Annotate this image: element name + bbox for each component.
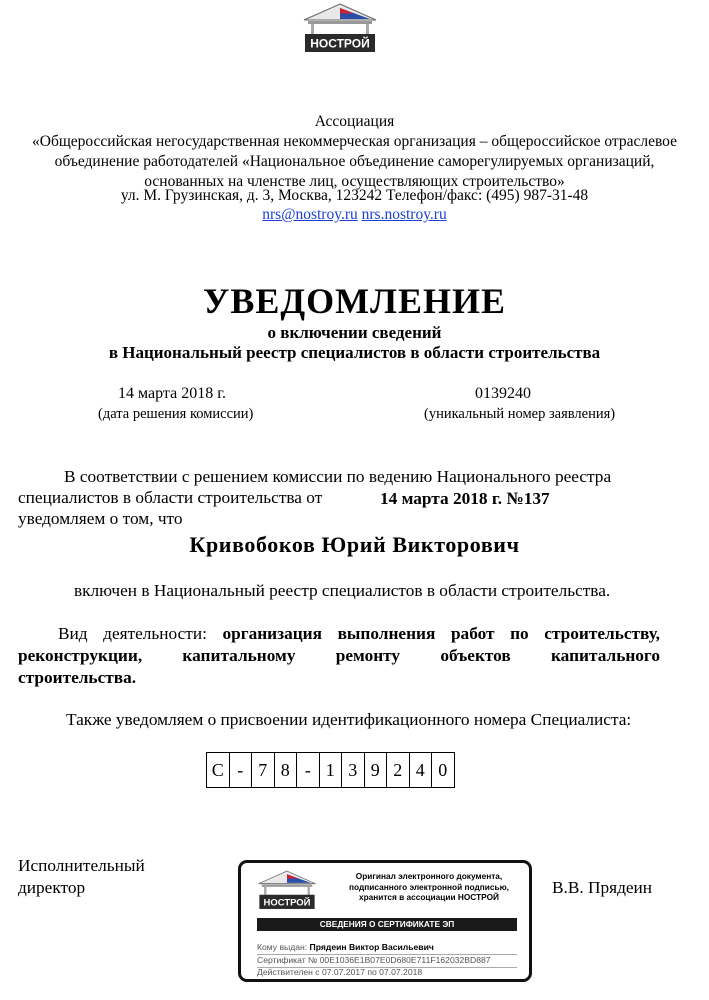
stamp-logo	[257, 869, 317, 911]
body-paragraph-1: В соответствии с решением комиссии по ведению Национального реестра	[64, 467, 612, 486]
email-link[interactable]: nrs@nostroy.ru	[262, 206, 358, 223]
stamp-note-line: хранится в ассоциации НОСТРОЙ	[358, 892, 499, 902]
protocol-reference: 14 марта 2018 г. №137	[380, 489, 550, 508]
contact-links	[0, 205, 709, 225]
stamp-note-line: Оригинал электронного документа,	[355, 871, 503, 881]
logo-text: НОСТРОЙ	[310, 36, 370, 51]
activity-line-2: реконструкции, капитальному ремонту объектов капитального	[18, 646, 660, 665]
application-number: 0139240	[475, 385, 531, 402]
id-cell: С	[207, 753, 230, 788]
stamp-note-line: подписанного электронной подписью,	[349, 881, 509, 892]
id-cell: 4	[409, 753, 432, 788]
document-title: УВЕДОМЛЕНИЕ	[202, 281, 507, 321]
id-cell: 2	[387, 753, 410, 788]
nostroy-logo	[302, 2, 378, 54]
association-line: «Общероссийская негосударственная некоммерческая организация – общероссийское отраслевое	[32, 133, 677, 150]
association-name: Ассоциация	[314, 113, 395, 130]
association-address: ул. М. Грузинская, д. 3, Москва, 123242 Телефон/факс: (495) 987-31-48	[120, 187, 589, 204]
id-cell: 9	[364, 753, 387, 788]
certificate-header: СВЕДЕНИЯ О СЕРТИФИКАТЕ ЭП	[257, 918, 517, 931]
application-number-caption: (уникальный номер заявления)	[424, 406, 616, 422]
certificate-number: Сертификат № 00E1036E1B07E0D680E711F162032BD887	[257, 955, 491, 965]
owner-name: Прядеин Виктор Васильевич	[309, 942, 434, 952]
decision-date: 14 марта 2018 г.	[118, 385, 226, 402]
id-cell: 0	[432, 753, 455, 788]
association-line: объединение работодателей «Национальное объединение саморегулируемых организаций,	[54, 153, 655, 170]
decision-date-caption: (дата решения комиссии)	[98, 406, 254, 422]
owner-label: Кому выдан:	[257, 942, 308, 952]
title-subline-2: в Национальный реестр специалистов в области строительства	[108, 343, 601, 362]
id-cell: 1	[319, 753, 342, 788]
inclusion-statement: включен в Национальный реестр специалистов в области строительства.	[74, 581, 611, 600]
activity-label: Вид деятельности:	[58, 624, 207, 643]
signer-position-2: директор	[18, 878, 86, 897]
body-paragraph-1-end: уведомляем о том, что	[18, 509, 183, 528]
id-cell: 7	[252, 753, 275, 788]
body-paragraph-1-cont: специалистов в области строительства от	[18, 488, 323, 507]
activity-text: организация выполнения работ по строительству,	[222, 624, 660, 643]
website-link[interactable]: nrs.nostroy.ru	[361, 206, 447, 223]
activity-line-3: строительства.	[18, 668, 137, 687]
id-cell: -	[297, 753, 320, 788]
specialist-id-table	[206, 752, 455, 788]
stamp-note	[333, 871, 525, 903]
activity-line-1	[58, 623, 660, 645]
signer-name: В.В. Прядеин	[552, 878, 653, 897]
title-subline-1: о включении сведений	[267, 323, 442, 342]
certificate-owner	[257, 942, 434, 952]
id-cell: -	[229, 753, 252, 788]
stamp-logo-text: НОСТРОЙ	[263, 897, 311, 909]
association-line: основанных на членстве лиц, осуществляющих строительство»	[144, 173, 565, 190]
id-cell: 3	[342, 753, 365, 788]
signer-position-1: Исполнительный	[18, 856, 145, 875]
certificate-validity: Действителен с 07.07.2017 по 07.07.2018	[257, 967, 423, 977]
certificate-stamp	[238, 860, 532, 982]
specialist-name: Кривобоков Юрий Викторович	[189, 532, 520, 557]
id-cell: 8	[274, 753, 297, 788]
id-notice: Также уведомляем о присвоении идентификационного номера Специалиста:	[66, 710, 632, 729]
